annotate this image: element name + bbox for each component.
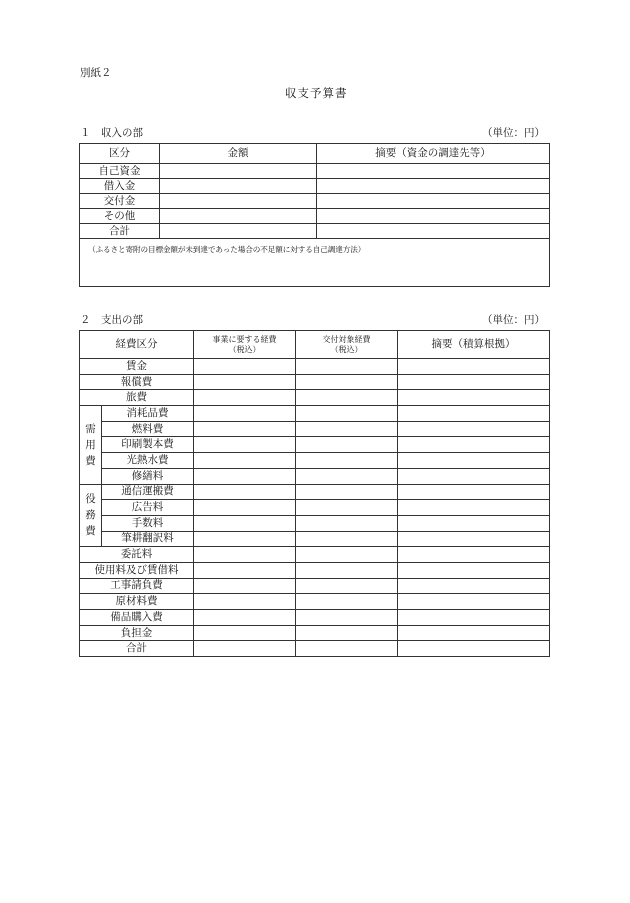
table-row bbox=[80, 594, 550, 610]
expense-remarks-cell[interactable] bbox=[398, 437, 550, 453]
expense-subrow-label: 印刷製本費 bbox=[102, 437, 194, 453]
expense-remarks-cell[interactable] bbox=[398, 515, 550, 531]
expense-eligible-cell[interactable] bbox=[296, 421, 398, 437]
expense-eligible-cell[interactable] bbox=[296, 437, 398, 453]
expense-required-cell[interactable] bbox=[194, 359, 296, 375]
expense-subrow-label: 広告料 bbox=[102, 500, 194, 516]
table-row bbox=[80, 578, 550, 594]
expense-section-heading: ２ 支出の部 bbox=[80, 314, 143, 326]
expense-eligible-cell[interactable] bbox=[296, 468, 398, 484]
expense-remarks-cell[interactable] bbox=[398, 625, 550, 641]
table-row bbox=[80, 359, 550, 375]
expense-group-ekimuhi bbox=[80, 484, 102, 547]
income-remarks-cell[interactable] bbox=[317, 224, 550, 239]
expense-eligible-cell[interactable] bbox=[296, 453, 398, 469]
expense-eligible-cell[interactable] bbox=[296, 359, 398, 375]
income-row-label: その他 bbox=[80, 209, 160, 224]
income-amount-cell[interactable] bbox=[160, 209, 317, 224]
expense-required-cell[interactable] bbox=[194, 515, 296, 531]
expense-eligible-cell[interactable] bbox=[296, 484, 398, 500]
table-row bbox=[80, 406, 550, 422]
expense-group-ekimuhi-label: 役務費 bbox=[85, 493, 96, 538]
income-remarks-cell[interactable] bbox=[317, 164, 550, 179]
income-header-remarks: 摘要（資金の調達先等） bbox=[317, 144, 550, 164]
table-row bbox=[80, 390, 550, 406]
income-row-label: 自己資金 bbox=[80, 164, 160, 179]
expense-group-juyohi bbox=[80, 406, 102, 484]
expense-group-juyohi-label: 需用費 bbox=[85, 422, 96, 467]
expense-subrow-label: 光熱水費 bbox=[102, 453, 194, 469]
expense-required-cell[interactable] bbox=[194, 453, 296, 469]
expense-remarks-cell[interactable] bbox=[398, 562, 550, 578]
document-label: 別紙２ bbox=[80, 67, 112, 79]
expense-unit-label: （単位：円） bbox=[482, 314, 545, 326]
table-row bbox=[80, 531, 550, 547]
expense-remarks-cell[interactable] bbox=[398, 421, 550, 437]
expense-eligible-cell[interactable] bbox=[296, 374, 398, 390]
document-title: 収支予算書 bbox=[285, 86, 348, 100]
expense-required-cell[interactable] bbox=[194, 594, 296, 610]
expense-eligible-cell[interactable] bbox=[296, 610, 398, 626]
table-row bbox=[80, 453, 550, 469]
income-header-amount: 金額 bbox=[160, 144, 317, 164]
income-row-label: 交付金 bbox=[80, 194, 160, 209]
expense-remarks-cell[interactable] bbox=[398, 374, 550, 390]
table-row bbox=[80, 500, 550, 516]
table-row bbox=[80, 224, 550, 239]
income-remarks-cell[interactable] bbox=[317, 179, 550, 194]
expense-header-required bbox=[194, 331, 296, 359]
income-table bbox=[79, 143, 550, 287]
expense-header-row bbox=[80, 331, 550, 359]
table-row bbox=[80, 209, 550, 224]
expense-header-remarks: 摘要（積算根拠） bbox=[398, 331, 550, 359]
expense-required-cell[interactable] bbox=[194, 484, 296, 500]
table-row bbox=[80, 194, 550, 209]
expense-eligible-cell[interactable] bbox=[296, 578, 398, 594]
expense-subrow-label: 通信運搬費 bbox=[102, 484, 194, 500]
income-row-label: 合計 bbox=[80, 224, 160, 239]
income-amount-cell[interactable] bbox=[160, 194, 317, 209]
income-remarks-cell[interactable] bbox=[317, 209, 550, 224]
expense-required-cell[interactable] bbox=[194, 390, 296, 406]
table-row bbox=[80, 484, 550, 500]
expense-remarks-cell[interactable] bbox=[398, 547, 550, 563]
income-section-heading: １ 収入の部 bbox=[80, 127, 143, 139]
expense-required-cell[interactable] bbox=[194, 421, 296, 437]
expense-required-cell[interactable] bbox=[194, 641, 296, 657]
expense-row-label: 賃金 bbox=[80, 359, 194, 375]
expense-eligible-cell[interactable] bbox=[296, 625, 398, 641]
expense-required-cell[interactable] bbox=[194, 531, 296, 547]
table-row bbox=[80, 641, 550, 657]
expense-required-cell[interactable] bbox=[194, 562, 296, 578]
income-remarks-cell[interactable] bbox=[317, 194, 550, 209]
expense-subrow-label: 修繕料 bbox=[102, 468, 194, 484]
expense-subrow-label: 筆耕翻訳料 bbox=[102, 531, 194, 547]
expense-required-cell[interactable] bbox=[194, 547, 296, 563]
table-row bbox=[80, 437, 550, 453]
table-row bbox=[80, 374, 550, 390]
expense-row-label: 旅費 bbox=[80, 390, 194, 406]
table-row bbox=[80, 179, 550, 194]
table-row bbox=[80, 515, 550, 531]
table-row bbox=[80, 610, 550, 626]
expense-remarks-cell[interactable] bbox=[398, 531, 550, 547]
table-row bbox=[80, 164, 550, 179]
expense-remarks-cell[interactable] bbox=[398, 641, 550, 657]
expense-eligible-cell[interactable] bbox=[296, 594, 398, 610]
expense-row-label: 負担金 bbox=[80, 625, 194, 641]
expense-header-eligible bbox=[296, 331, 398, 359]
expense-eligible-cell[interactable] bbox=[296, 500, 398, 516]
expense-subrow-label: 消耗品費 bbox=[102, 406, 194, 422]
expense-row-label: 原材料費 bbox=[80, 594, 194, 610]
expense-header-eligible-line2: （税込） bbox=[330, 344, 363, 354]
income-amount-cell[interactable] bbox=[160, 164, 317, 179]
expense-required-cell[interactable] bbox=[194, 468, 296, 484]
income-amount-cell[interactable] bbox=[160, 179, 317, 194]
income-note-cell[interactable] bbox=[80, 239, 550, 287]
income-amount-cell[interactable] bbox=[160, 224, 317, 239]
table-row bbox=[80, 421, 550, 437]
expense-eligible-cell[interactable] bbox=[296, 390, 398, 406]
table-row bbox=[80, 468, 550, 484]
expense-subrow-label: 燃料費 bbox=[102, 421, 194, 437]
expense-header-eligible-line1: 交付対象経費 bbox=[322, 334, 371, 344]
expense-required-cell[interactable] bbox=[194, 437, 296, 453]
expense-eligible-cell[interactable] bbox=[296, 515, 398, 531]
expense-eligible-cell[interactable] bbox=[296, 547, 398, 563]
expense-eligible-cell[interactable] bbox=[296, 641, 398, 657]
expense-required-cell[interactable] bbox=[194, 578, 296, 594]
expense-eligible-cell[interactable] bbox=[296, 406, 398, 422]
expense-remarks-cell[interactable] bbox=[398, 500, 550, 516]
expense-remarks-cell[interactable] bbox=[398, 484, 550, 500]
expense-required-cell[interactable] bbox=[194, 406, 296, 422]
expense-remarks-cell[interactable] bbox=[398, 468, 550, 484]
expense-required-cell[interactable] bbox=[194, 610, 296, 626]
expense-eligible-cell[interactable] bbox=[296, 531, 398, 547]
income-header-category: 区分 bbox=[80, 144, 160, 164]
expense-remarks-cell[interactable] bbox=[398, 578, 550, 594]
expense-header-required-line2: （税込） bbox=[228, 344, 261, 354]
income-row-label: 借入金 bbox=[80, 179, 160, 194]
expense-remarks-cell[interactable] bbox=[398, 406, 550, 422]
expense-eligible-cell[interactable] bbox=[296, 562, 398, 578]
income-note-text: （ふるさと寄附の目標金額が未到達であった場合の不足額に対する自己調達方法） bbox=[88, 245, 366, 254]
expense-row-label: 備品購入費 bbox=[80, 610, 194, 626]
income-note-row bbox=[80, 239, 550, 287]
expense-remarks-cell[interactable] bbox=[398, 359, 550, 375]
table-row bbox=[80, 547, 550, 563]
expense-remarks-cell[interactable] bbox=[398, 390, 550, 406]
table-row bbox=[80, 625, 550, 641]
expense-required-cell[interactable] bbox=[194, 625, 296, 641]
expense-remarks-cell[interactable] bbox=[398, 610, 550, 626]
expense-row-label: 報償費 bbox=[80, 374, 194, 390]
expense-required-cell[interactable] bbox=[194, 500, 296, 516]
expense-table bbox=[79, 330, 550, 657]
income-unit-label: （単位：円） bbox=[482, 127, 545, 139]
expense-row-label: 工事請負費 bbox=[80, 578, 194, 594]
income-header-row bbox=[80, 144, 550, 164]
table-row bbox=[80, 562, 550, 578]
expense-subrow-label: 手数料 bbox=[102, 515, 194, 531]
expense-row-label: 使用料及び賃借料 bbox=[80, 562, 194, 578]
expense-row-label: 合計 bbox=[80, 641, 194, 657]
expense-remarks-cell[interactable] bbox=[398, 453, 550, 469]
expense-row-label: 委託料 bbox=[80, 547, 194, 563]
expense-required-cell[interactable] bbox=[194, 374, 296, 390]
expense-header-required-line1: 事業に要する経費 bbox=[212, 334, 277, 344]
expense-remarks-cell[interactable] bbox=[398, 594, 550, 610]
expense-header-category: 経費区分 bbox=[80, 331, 194, 359]
